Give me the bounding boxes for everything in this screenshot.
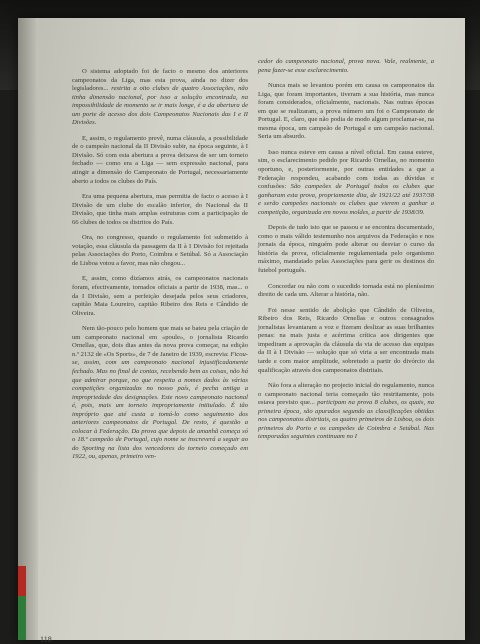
paragraph-text: Foi nesse sentido de abolição que Cândido de Oliveira, Ribeiro dos Reis, Ricardo Ornellas e outros consagrados jornalistas levantaram a voz e fizeram deslizar as suas brilhantes penas: na mais justa e acérrima crítica aos dirigentes que impediram a aprovação da cláusula da via de acesso das equipas da II à I Divisão — solução que só viria a ser encontrada mais tarde e com maior amplitude, sobretudo a partir do divórcio da qualificação através dos campeonatos distritais. [258,306,434,374]
paragraph-text: E, assim, como dizíamos atrás, os campeonatos nacionais foram, efectivamente, tornados oficiais a partir de 1938, mas... o da I Divisão, sem a perfeição desejada pelos seus criadores, capitão Maia Loureiro, capitão Ribeiro dos Reis e Cândido de Oliveira. [72,275,248,317]
paragraph-text: Isso nunca esteve em causa a nível oficial. Em causa esteve, sim, o esclarecimento pedido por Ricardo Ornellas, no momento oportuno, e, posteriormente, por outras entidades a que a Federação respondeu, acabando com todas as dúvidas e confusões: [258,148,434,191]
flag-stripe-green [18,596,26,640]
page-number: 118 [40,635,52,644]
right-text-column [258,58,434,449]
left-text-column [72,68,248,469]
right-column-paragraph [258,224,434,275]
italic-quote: cedor do campeonato nacional, prova nova. Vale, realmente, a pena fazer-se esse esclarecimento. [258,58,434,74]
page-binding-shadow [18,18,38,640]
right-column-paragraph [258,382,434,442]
italic-quote: restrita a oito clubes de quatro Associações, não tinha dimensão nacional, por isso a solução encontrada, na impossibilidade de momento se ir mais longe, é a da abertura de um porte de acesso dos dois Campeonatos Nacionais das I e II Divisões. [72,85,249,127]
italic-quote: participam na prova 8 clubes, os quais, na primeira época, são apurados segundo as classificações obtidas nos campeonatos distritais, os quatro primeiros de Lisboa, os dois primeiros do Porto e os campeões de Coimbra e Setúbal. Nas temporadas seguintes continuam no I [258,399,434,441]
right-column-paragraph [258,58,434,75]
paragraph-text: Nunca mais se levantou porém em causa os campeonatos da Liga, que foram importantes, tiveram a sua história, mas nunca foram considerados, oficialmente, nacionais. Nas outras épocas em que se realizaram, a prova número um foi o Campeonato de Portugal. E, claro, que não podia de modo algum proclamar-se, na mesma época, um campeão de Portugal e um campeão nacional. Seria um absurdo. [258,82,434,141]
paragraph-text: Nem tão-pouco pelo homem que mais se bateu pela criação de um campeonato nacional em «poule», o jornalista Ricardo Ornellas, que, dois dias antes da nova prova começar, na edição n.º 2132 de «Os Sports», de 7 de Janeiro de 1939, escrevia: [72,325,248,358]
paragraph-text: O sistema adoptado foi de facto o mesmo dos anteriores campeonatos da Liga, mas esta prova, ainda no dizer dos legisladores... [72,68,248,93]
left-column-paragraph [72,193,248,227]
paragraph-text: Ora, no congresso, quando o regulamento foi submetido à votação, essa cláusula da passagem da II à I Divisão foi rejeitada pelas Associações do Porto, Coimbra e Setúbal. Só a Associação de Lisboa votou a favor, mas não chegou... [72,234,248,267]
left-column-paragraph [72,325,248,462]
left-column-paragraph [72,234,248,268]
right-column-paragraph [258,307,434,375]
paragraph-text: Depois de tudo isto que se passou e se encontra documentado, como o mais válido testemunho nos arquivos da Federação e nos jornais da época, ninguém pode alterar ou desviar o curso da história da prova, oficialmente regulamentada pelo organismo máximo, mandatado pelas Associações para gerir os destinos do futebol português. [258,224,434,275]
right-column-paragraph [258,149,434,217]
left-column-paragraph [72,275,248,318]
paragraph-text: Era uma pequena abertura, mas permitia de facto o acesso à I Divisão de um clube do escalão inferior, do Nacional da II Divisão, que tinha mais amplas estruturas com a participação de 66 clubes de todos os distritos do País. [72,193,248,226]
book-page [18,18,465,644]
paragraph-text: Não fora a alteração no projecto inicial do regulamento, nunca o campeonato nacional teria começado tão restritamente, pois estava previsto que... [258,382,434,407]
right-column-paragraph [258,283,434,300]
italic-quote: Ficou-se, assim, com um campeonato nacional injustificadamente fechado. Mas no final de contas, recebendo bem as coisas, não há que admirar porque, no que respeita a nomes dados às várias competições organizadas no nosso país, é pecha antiga a impropriedade das designações. Este novo campeonato nacional é, pois, mais um torneio impropriamente intitulado. É tão impróprio que até custa a tomá-lo como seguimento dos anteriores campeonatos de Portugal. De resto, é questão a colocar à Federação. Da prova que depois de amanhã começa só o 18.º campeão de Portugal, cujo nome se inscreverá a seguir ao do Sporting na lista dos vencedores do torneio começado em 1922, ou, apenas, primeiro ven- [72,350,248,461]
left-column-paragraph [72,68,248,128]
italic-quote: São campeões de Portugal todos os clubes que ganharam esta prova, propriamente dita, de 1921/22 até 1937/38 e serão campeões nacionais os clubes que vierem a ganhar a competição, organizada em novos moldes, a partir de 1938/39. [258,183,434,216]
left-column-paragraph [72,135,248,186]
paragraph-text: Concordar ou não com o sucedido tornada está no pleníssimo direito de cada um. Alterar a história, não. [258,282,434,299]
flag-stripe-red [18,566,26,596]
paragraph-text: E, assim, o regulamento prevê, numa cláusula, a possibilidade de o campeão nacional da II Divisão subir, na época seguinte, à I Divisão. Só com esta abertura a prova deixava de ser um torneio fechado — como era a Liga — sem expressão nacional, para atingir a dimensão do Campeonato de Portugal, necessariamente aberto a todos os clubes do País. [72,134,248,185]
right-column-paragraph [258,82,434,142]
